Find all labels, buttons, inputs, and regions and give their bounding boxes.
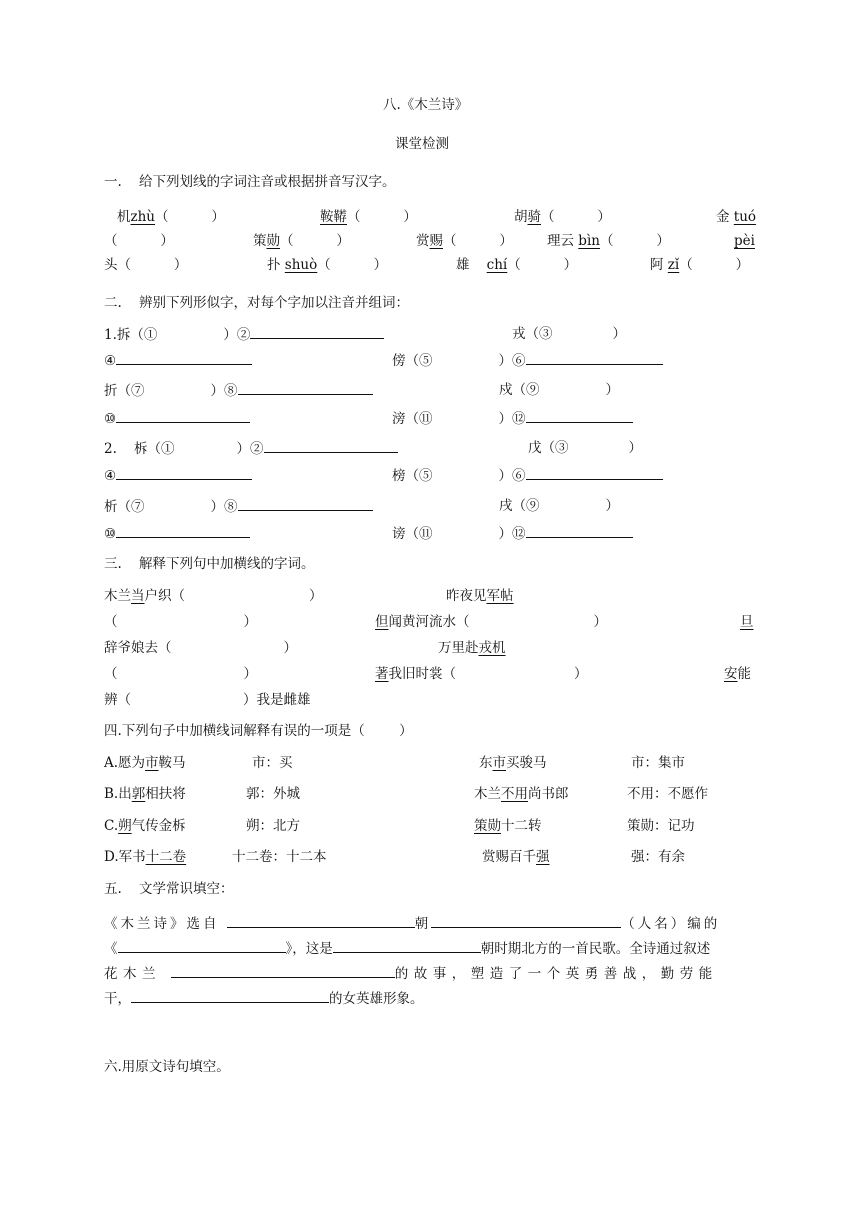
- s3-l4-c: 安能: [724, 666, 751, 682]
- s2-g2-a: 2. 柝（① ）②: [104, 439, 398, 458]
- s3-l2-a: （ ）: [104, 614, 257, 630]
- s4-a-left-exp: 市：买: [252, 755, 293, 771]
- s4-c-right: 策勋十二转: [474, 818, 542, 834]
- s4-b-left-exp: 郭：外城: [246, 786, 300, 802]
- s2-g1-h: 滂（⑪ ）⑫: [392, 409, 633, 428]
- s3-l1-a: 木兰当户织（ ）: [104, 588, 323, 604]
- s3-l2-c: 旦: [740, 614, 754, 630]
- s4-c-left-exp: 朔：北方: [246, 818, 300, 834]
- s1-row2-item2: 策勋（ ）: [253, 233, 350, 249]
- s3-l2-b: 但闻黄河流水（ ）: [375, 614, 607, 630]
- page-subtitle: 课堂检测: [395, 136, 449, 152]
- s2-g2-f: 戌（⑨ ）: [499, 498, 619, 514]
- s1-row3-item3: 雄 chí（ ）: [456, 257, 578, 273]
- s2-g1-e: 折（⑦ ）⑧: [104, 381, 373, 400]
- s1-row2-item3: 赏赐（ ）: [416, 233, 513, 249]
- s4-d-left-exp: 十二卷：十二本: [232, 849, 327, 865]
- s2-g1-d: 傍（⑤ ）⑥: [392, 351, 663, 370]
- s2-g2-b: 戊（③ ）: [528, 440, 642, 456]
- s4-d-right-exp: 强：有余: [631, 849, 685, 865]
- s1-row3-item4: 阿 zǐ（ ）: [650, 257, 750, 273]
- s2-g1-b: 戎（③ ）: [512, 326, 626, 342]
- section-2-heading: 二. 辨别下列形似字，对每个字加以注音并组词：: [104, 295, 409, 311]
- s2-g1-c: ④: [104, 351, 252, 370]
- page-title: 八.《木兰诗》: [383, 97, 469, 113]
- s1-row1-item4: 金 tuó: [716, 209, 757, 225]
- s1-row2-item1: （ ）: [104, 233, 174, 249]
- s3-l3-a: 辞爷娘去（ ）: [104, 640, 297, 656]
- s2-g1-g: ⑩: [104, 409, 250, 428]
- s4-d-right: 赏赐百千强: [482, 849, 550, 865]
- s2-g2-g: ⑩: [104, 524, 250, 543]
- s5-l2: 《 》，这是 朝时期北方的一首民歌。全诗通过叙述: [104, 941, 711, 957]
- section-1-heading: 一. 给下列划线的字词注音或根据拼音写汉字。: [104, 174, 396, 190]
- s1-row1-item1: 机zhù（ ）: [117, 209, 225, 225]
- s4-a-right: 东市买骏马: [479, 755, 547, 771]
- section-6-heading: 六.用原文诗句填空。: [104, 1059, 230, 1075]
- s5-l1: 《木兰诗》选自 朝 （人名）编的: [104, 916, 721, 932]
- s2-g2-h: 谤（⑪ ）⑫: [392, 524, 633, 543]
- s5-l4: 干， 的女英雄形象。: [104, 991, 424, 1007]
- s3-l1-b: 昨夜见军帖: [446, 588, 514, 604]
- s4-c-left: C.朔气传金柝: [104, 818, 186, 834]
- s1-row2-item5: pèi: [734, 233, 755, 249]
- s4-a-left: A.愿为市鞍马: [104, 755, 186, 771]
- s3-l4-a: （ ）: [104, 666, 257, 682]
- s4-b-right: 木兰不用尚书郎: [474, 786, 569, 802]
- section-4-heading: 四.下列句子中加横线词解释有误的一项是（ ）: [104, 723, 413, 739]
- s4-b-left: B.出郭相扶将: [104, 786, 186, 802]
- s4-c-right-exp: 策勋：记功: [627, 818, 695, 834]
- s1-row1-item2: 鞍鞯（ ）: [320, 209, 417, 225]
- s1-row3-item1: 头（ ）: [104, 257, 188, 273]
- s4-d-left: D.军书十二卷: [104, 849, 187, 865]
- s5-l3: 花木兰 的故事，塑造了一个英勇善战，勤劳能: [104, 966, 718, 982]
- s2-g2-d: 榜（⑤ ）⑥: [392, 466, 663, 485]
- s2-g2-e: 析（⑦ ）⑧: [104, 497, 373, 516]
- s1-row2-item4: 理云 bìn（ ）: [547, 233, 670, 249]
- section-5-heading: 五. 文学常识填空：: [104, 881, 234, 897]
- s4-b-right-exp: 不用：不愿作: [627, 786, 708, 802]
- s3-l4-b: 著我旧时裳（ ）: [375, 666, 588, 682]
- s3-l3-b: 万里赴戎机: [438, 640, 506, 656]
- s2-g1-a: 1.拆（① ）②: [104, 325, 384, 344]
- s4-a-right-exp: 市：集市: [631, 755, 685, 771]
- section-3-heading: 三. 解释下列句中加横线的字词。: [104, 556, 315, 572]
- s3-l5: 辨（ ）我是雌雄: [104, 692, 311, 708]
- s2-g2-c: ④: [104, 466, 252, 485]
- s1-row1-item3: 胡骑（ ）: [514, 209, 611, 225]
- s1-row3-item2: 扑 shuò（ ）: [267, 257, 388, 273]
- s2-g1-f: 戍（⑨ ）: [499, 382, 619, 398]
